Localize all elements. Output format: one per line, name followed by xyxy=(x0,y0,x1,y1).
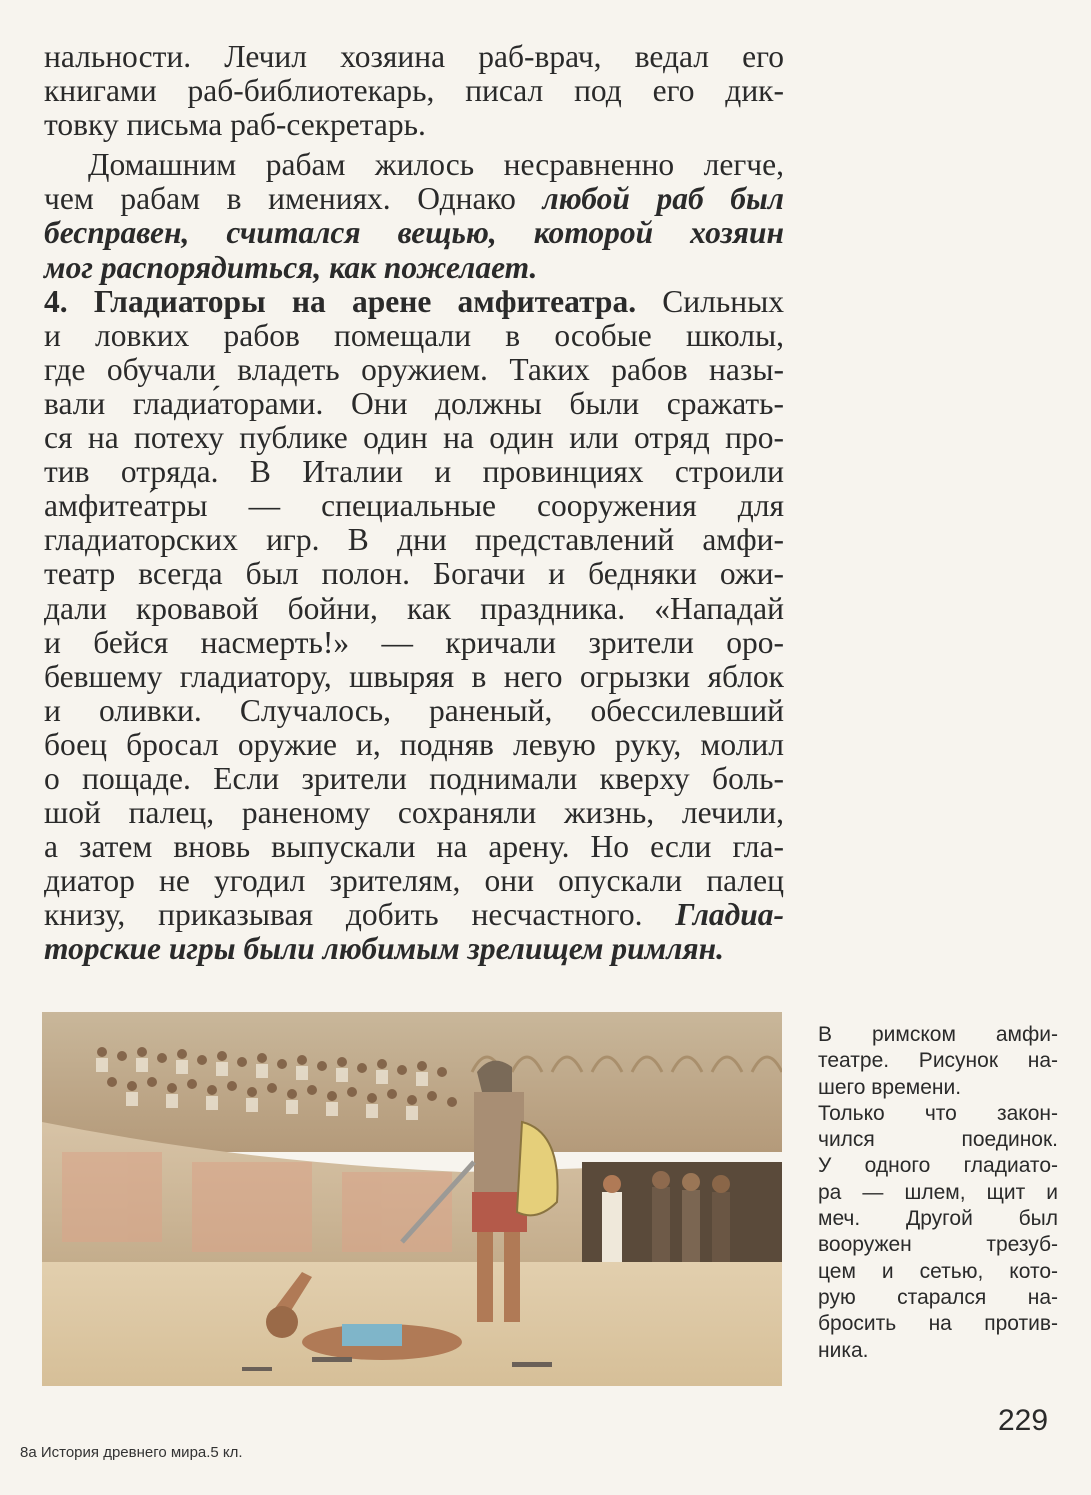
caption-line: бросить на против- xyxy=(818,1312,1058,1336)
text-line xyxy=(44,421,784,455)
caption-line: театре. Рисунок на- xyxy=(818,1049,1058,1073)
text-segment: . xyxy=(417,107,426,143)
text-line xyxy=(44,353,784,387)
text-line xyxy=(44,216,784,250)
illustration-caption xyxy=(818,1022,1058,1364)
text-segment: ся на потеху публике один на один или отряд про- xyxy=(44,420,784,456)
amphitheatre-illustration xyxy=(42,1012,782,1386)
text-line xyxy=(44,762,784,796)
text-segment: товку письма xyxy=(44,107,231,143)
caption-line: ника. xyxy=(818,1338,869,1362)
text-line xyxy=(44,557,784,591)
text-segment: гладиа́торами xyxy=(132,385,316,421)
text-line xyxy=(44,489,784,523)
caption-line: Только что закон- xyxy=(818,1101,1058,1125)
text-line xyxy=(44,898,784,932)
text-segment: о пощаде. Если зрители поднимали кверху боль- xyxy=(44,760,784,796)
text-segment: , ведал его xyxy=(593,39,784,74)
caption-line: рую старался на- xyxy=(818,1285,1058,1309)
text-line xyxy=(44,796,784,830)
text-segment: дали кровавой бойни, как праздника. «Нападай xyxy=(44,590,784,626)
text-segment: любой раб был xyxy=(542,181,784,217)
arena-sand xyxy=(42,1262,782,1386)
text-segment: раб-врач xyxy=(478,39,594,74)
text-segment: , писал под его дик- xyxy=(426,73,784,109)
text-segment: а затем вновь выпускали на арену. Но если гла- xyxy=(44,829,784,865)
text-segment: бесправен, считался вещью, которой хозяин xyxy=(44,215,784,251)
text-line xyxy=(44,74,784,108)
text-segment: вали xyxy=(44,385,133,421)
caption-line: У одного гладиато- xyxy=(818,1154,1058,1178)
text-segment: Гладиа- xyxy=(675,897,784,933)
text-segment: торские игры были любимым зрелищем римлян. xyxy=(44,931,724,967)
text-segment: нальности. Лечил хозяина xyxy=(44,39,479,74)
caption-line: вооружен трезуб- xyxy=(818,1233,1058,1257)
text-segment: где обучали владеть оружием. Таких рабов назы- xyxy=(44,351,784,387)
text-segment: и оливки. Случалось, раненый, обессилевший xyxy=(44,692,784,728)
text-segment: театр всегда был полон. Богачи и бедняки ожи- xyxy=(44,556,784,592)
text-segment: 4. Гладиаторы на арене амфитеатра. xyxy=(44,283,637,319)
footer-text: 8а История древнего мира.5 кл. xyxy=(20,1444,243,1461)
text-segment: — специальные сооружения для xyxy=(207,488,784,524)
text-segment: раб-секретарь xyxy=(230,107,418,143)
text-line xyxy=(44,285,784,319)
text-line xyxy=(44,455,784,489)
text-line xyxy=(44,932,784,966)
text-segment: и бейся насмерть!» — кричали зрители оро- xyxy=(44,624,784,660)
text-segment: книзу, приказывая добить несчастного. xyxy=(44,897,676,933)
page-number: 229 xyxy=(998,1404,1049,1437)
text-line xyxy=(44,108,784,142)
text-line xyxy=(44,660,784,694)
text-segment: гладиаторских игр. В дни представлений амфи- xyxy=(44,522,784,558)
text-line xyxy=(44,864,784,898)
text-line xyxy=(44,694,784,728)
text-segment: и ловких рабов помещали в особые школы, xyxy=(44,317,784,353)
body-text xyxy=(44,40,784,967)
caption-line: цем и сетью, кото- xyxy=(818,1259,1058,1283)
text-line xyxy=(44,626,784,660)
text-segment: раб-библиотекарь xyxy=(187,73,427,109)
caption-line: шего времени. xyxy=(818,1075,962,1099)
text-segment: мог распорядиться, как пожелает. xyxy=(44,249,538,285)
wall-panels xyxy=(62,1152,452,1252)
text-segment: тив отряда. В Италии и провинциях строили xyxy=(44,454,784,490)
text-line xyxy=(44,319,784,353)
text-line xyxy=(44,387,784,421)
caption-line: меч. Другой был xyxy=(818,1207,1058,1231)
text-line xyxy=(44,251,784,285)
text-line xyxy=(44,830,784,864)
text-segment: книгами xyxy=(44,73,188,109)
caption-line: ра — шлем, щит и xyxy=(818,1180,1058,1204)
text-segment: шой палец, раненому сохраняли жизнь, лечили, xyxy=(44,795,784,831)
text-segment: Домашним рабам жилось несравненно легче, xyxy=(88,147,784,183)
text-segment: . Они должны были сражать- xyxy=(315,385,784,421)
text-line xyxy=(44,40,784,74)
text-segment: боец бросал оружие и, подняв левую руку, молил xyxy=(44,726,784,762)
caption-line: чился поединок. xyxy=(818,1128,1058,1152)
text-segment: амфитеа́тры xyxy=(44,488,208,524)
text-line xyxy=(44,182,784,216)
caption-line: В римском амфи- xyxy=(818,1023,1058,1046)
text-line xyxy=(44,592,784,626)
text-segment: диатор не угодил зрителям, они опускали палец xyxy=(44,863,784,899)
text-line xyxy=(44,523,784,557)
text-line xyxy=(44,728,784,762)
text-segment: Сильных xyxy=(636,283,784,319)
text-segment: чем рабам в имениях. Однако xyxy=(44,181,543,217)
text-segment: бевшему гладиатору, швыряя в него огрызки яблок xyxy=(44,658,784,694)
text-line xyxy=(44,148,784,182)
